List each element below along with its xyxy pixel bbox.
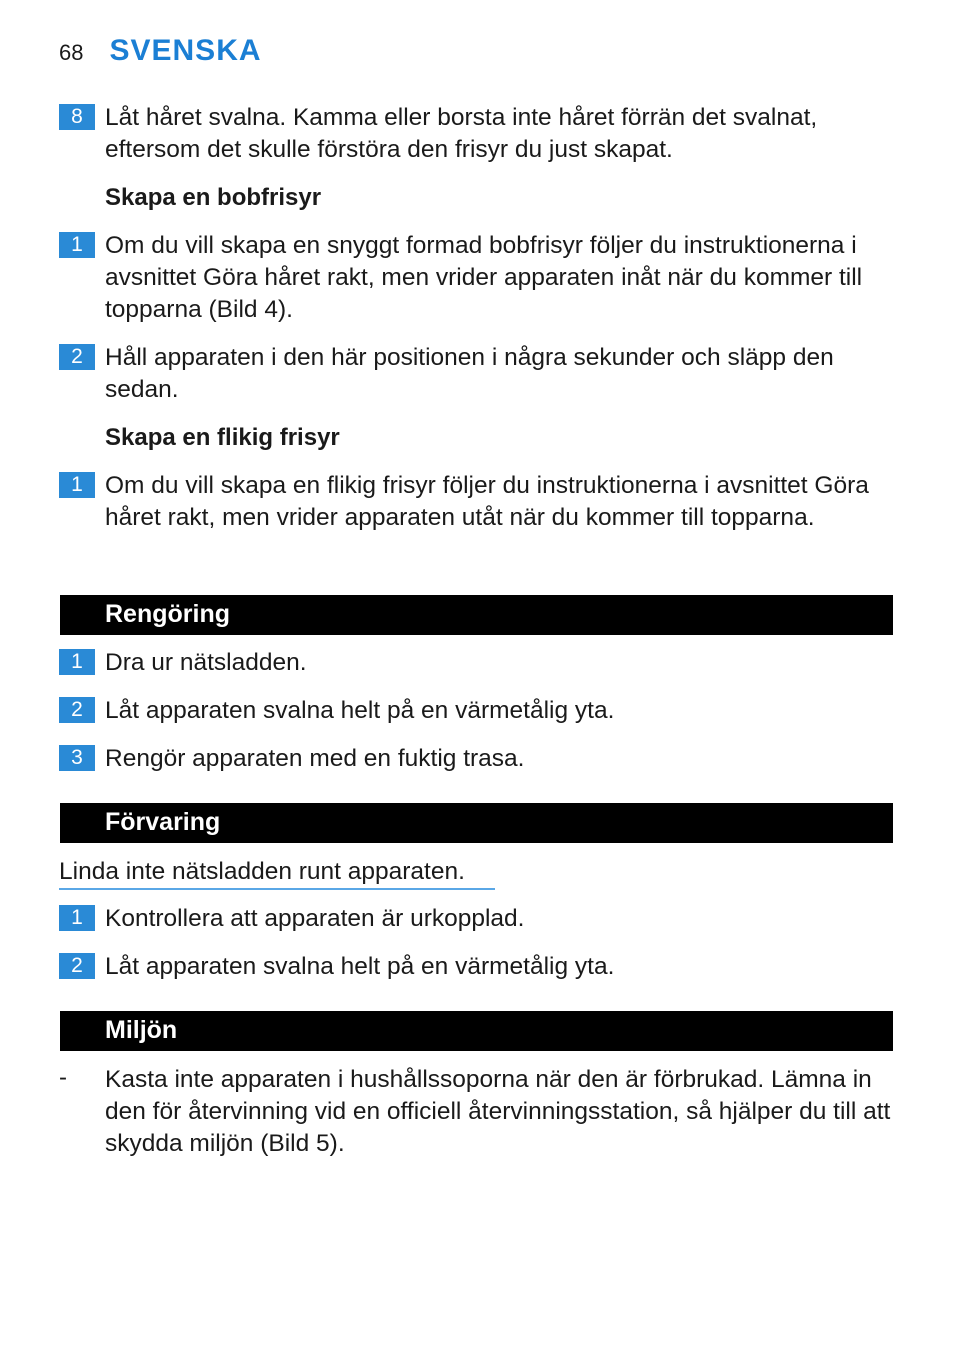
section-title: Förvaring — [105, 808, 221, 836]
step-number-badge: 2 — [59, 697, 95, 723]
step-text: Rengör apparaten med en fuktig trasa. — [105, 745, 525, 772]
step-number-badge: 1 — [59, 905, 95, 931]
step-item — [59, 102, 899, 166]
flip-subheading: Skapa en flikig frisyr — [105, 424, 340, 451]
step-number-badge: 2 — [59, 344, 95, 370]
step-item — [59, 342, 899, 406]
step-text: Låt apparaten svalna helt på en värmetålig yta. — [105, 697, 615, 724]
section-bar-storage — [60, 803, 893, 843]
step-item — [59, 230, 899, 326]
step-item — [59, 951, 899, 983]
step-item — [59, 647, 899, 679]
page-number: 68 — [59, 40, 84, 65]
step-number-badge: 1 — [59, 232, 95, 258]
step-item — [59, 743, 899, 775]
bullet-dash: - — [59, 1064, 67, 1091]
step-text: Om du vill skapa en flikig frisyr följer du instruktionerna i avsnittet Göra håret rakt, men vrider apparaten utåt när du kommer till topparna. — [105, 472, 869, 531]
step-text: Låt håret svalna. Kamma eller borsta inte håret förrän det svalnat, eftersom det skulle förstöra den frisyr du just skapat. — [105, 104, 818, 163]
bullet-item — [59, 1064, 899, 1160]
step-number-badge: 1 — [59, 649, 95, 675]
page-header — [59, 34, 262, 68]
bob-subheading: Skapa en bobfrisyr — [105, 184, 322, 211]
step-item — [59, 903, 899, 935]
step-number-badge: 2 — [59, 953, 95, 979]
section-bar-environment — [60, 1011, 893, 1051]
section-bar-cleaning — [60, 595, 893, 635]
step-item — [59, 470, 899, 534]
step-number-badge: 8 — [59, 104, 95, 130]
step-text: Kontrollera att apparaten är urkopplad. — [105, 905, 525, 932]
step-text: Dra ur nätsladden. — [105, 649, 307, 676]
section-title: Miljön — [105, 1016, 178, 1044]
section-title: Rengöring — [105, 600, 230, 628]
step-text: Håll apparaten i den här positionen i några sekunder och släpp den sedan. — [105, 344, 834, 403]
step-item — [59, 695, 899, 727]
step-number-badge: 3 — [59, 745, 95, 771]
language-title: SVENSKA — [109, 34, 262, 67]
step-text: Om du vill skapa en snyggt formad bobfrisyr följer du instruktionerna i avsnittet Göra håret rakt, men vrider apparaten inåt när du kommer till topparna (Bild 4). — [105, 232, 863, 323]
step-number-badge: 1 — [59, 472, 95, 498]
bullet-text: Kasta inte apparaten i hushållssoporna när den är förbrukad. Lämna in den för återvinning vid en officiell återvinningsstation, så hjälper du till att skydda miljön (Bild 5). — [105, 1066, 891, 1157]
storage-note: Linda inte nätsladden runt apparaten. — [59, 857, 495, 890]
step-text: Låt apparaten svalna helt på en värmetålig yta. — [105, 953, 615, 980]
